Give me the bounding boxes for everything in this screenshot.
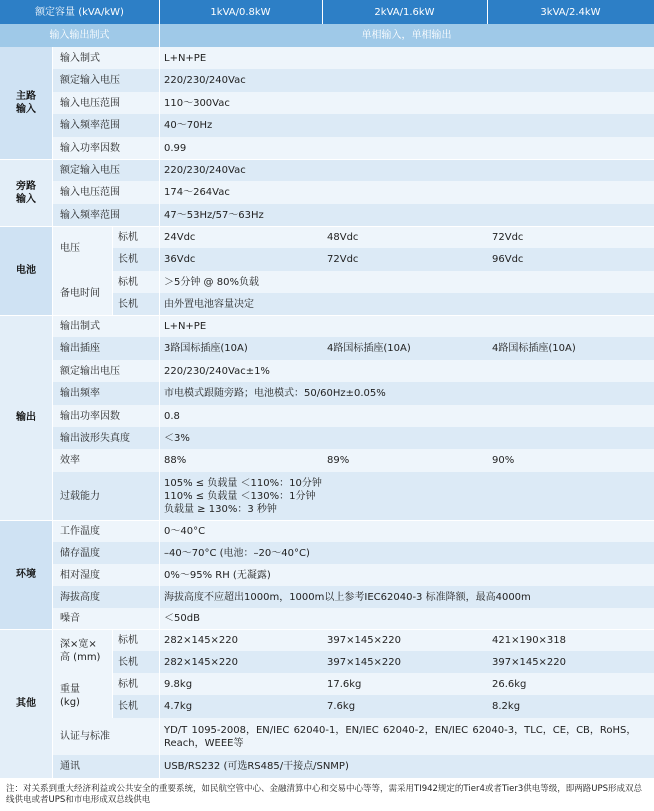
output-efficiency-3k: 90%	[487, 449, 654, 472]
output-sockets-1k: 3路国标插座(10A)	[159, 337, 322, 360]
dimensions-long-1k: 282×145×220	[159, 651, 322, 673]
certification-label: 认证与标准	[52, 718, 159, 755]
dimensions-standard-1k: 282×145×220	[159, 629, 322, 651]
dimensions-standard-label: 标机	[112, 629, 159, 651]
output-power-factor-value: 0.8	[159, 405, 654, 427]
group-other: 其他	[0, 629, 52, 778]
battery-voltage-standard-3k: 72Vdc	[487, 226, 654, 248]
battery-voltage-long-3k: 96Vdc	[487, 248, 654, 271]
output-sockets-2k: 4路国标插座(10A)	[322, 337, 487, 360]
battery-voltage-standard-label: 标机	[112, 226, 159, 248]
weight-long-1k: 4.7kg	[159, 695, 322, 718]
battery-backup-standard-label: 标机	[112, 271, 159, 293]
battery-backup-label: 备电时间	[52, 271, 112, 315]
dimensions-long-label: 长机	[112, 651, 159, 673]
battery-voltage-long-label: 长机	[112, 248, 159, 271]
env-altitude-value: 海拔高度不应超出1000m，1000m以上参考IEC62040-3 标准降额，最高4000m	[159, 586, 654, 608]
main-rated-voltage-value: 220/230/240Vac	[159, 69, 654, 92]
group-main-input: 主路 输入	[0, 47, 52, 159]
env-storage-temp-value: –40～70°C (电池：–20～40°C)	[159, 542, 654, 564]
weight-standard-1k: 9.8kg	[159, 673, 322, 695]
output-efficiency-1k: 88%	[159, 449, 322, 472]
bypass-voltage-range-value: 174～264Vac	[159, 181, 654, 204]
env-operating-temp-label: 工作温度	[52, 520, 159, 542]
output-overload-label: 过载能力	[52, 472, 159, 520]
battery-voltage-long-2k: 72Vdc	[322, 248, 487, 271]
output-thd-label: 输出波形失真度	[52, 427, 159, 449]
main-rated-voltage-label: 额定输入电压	[52, 69, 159, 92]
group-environment: 环境	[0, 520, 52, 629]
env-altitude-label: 海拔高度	[52, 586, 159, 608]
overload-line-1: 105% ≤ 负载量 ＜110%：10分钟	[164, 477, 322, 489]
group-bypass-input: 旁路 输入	[0, 159, 52, 226]
certification-value: YD/T 1095-2008，EN/IEC 62040-1，EN/IEC 62040-2，EN/IEC 62040-3，TLC，CE，CB，RoHS，Reach，WEEE等	[159, 718, 654, 755]
env-noise-value: ＜50dB	[159, 608, 654, 629]
capacity-header: 额定容量 (kVA/kW)	[0, 0, 159, 24]
battery-backup-long-value: 由外置电池容量决定	[159, 293, 654, 315]
main-input-system-label: 输入制式	[52, 47, 159, 69]
weight-long-2k: 7.6kg	[322, 695, 487, 718]
battery-voltage-standard-1k: 24Vdc	[159, 226, 322, 248]
bypass-rated-voltage-value: 220/230/240Vac	[159, 159, 654, 181]
model-2k-header: 2kVA/1.6kW	[322, 0, 487, 24]
footnote: 注：对关系到重大经济利益或公共安全的重要系统，如民航空管中心、金融清算中心和交易中心等等，需采用TI942规定的Tier4或者Tier3供电等级，即两路UPS形成双总线供电或者UPS和市电形成双总线供电	[6, 784, 643, 805]
io-system-label: 输入输出制式	[0, 24, 159, 47]
battery-voltage-standard-2k: 48Vdc	[322, 226, 487, 248]
bypass-rated-voltage-label: 额定输入电压	[52, 159, 159, 181]
weight-long-3k: 8.2kg	[487, 695, 654, 718]
output-overload-values	[159, 472, 654, 520]
output-efficiency-label: 效率	[52, 449, 159, 472]
weight-standard-2k: 17.6kg	[322, 673, 487, 695]
bypass-voltage-range-label: 输入电压范围	[52, 181, 159, 204]
group-battery: 电池	[0, 226, 52, 315]
battery-voltage-label: 电压	[52, 226, 112, 271]
output-efficiency-2k: 89%	[322, 449, 487, 472]
env-noise-label: 噪音	[52, 608, 159, 629]
output-sockets-label: 输出插座	[52, 337, 159, 360]
dimensions-standard-3k: 421×190×318	[487, 629, 654, 651]
weight-long-label: 长机	[112, 695, 159, 718]
output-system-value: L+N+PE	[159, 315, 654, 337]
output-thd-value: ＜3%	[159, 427, 654, 449]
model-1k-header: 1kVA/0.8kW	[159, 0, 322, 24]
bypass-frequency-range-value: 47～53Hz/57～63Hz	[159, 204, 654, 226]
main-input-system-value: L+N+PE	[159, 47, 654, 69]
output-system-label: 输出制式	[52, 315, 159, 337]
output-sockets-3k: 4路国标插座(10A)	[487, 337, 654, 360]
output-frequency-label: 输出频率	[52, 382, 159, 405]
env-operating-temp-value: 0～40°C	[159, 520, 654, 542]
weight-standard-3k: 26.6kg	[487, 673, 654, 695]
main-power-factor-label: 输入功率因数	[52, 137, 159, 159]
dimensions-standard-2k: 397×145×220	[322, 629, 487, 651]
model-3k-header: 3kVA/2.4kW	[487, 0, 654, 24]
battery-backup-standard-value: ＞5分钟 @ 80%负载	[159, 271, 654, 293]
output-power-factor-label: 输出功率因数	[52, 405, 159, 427]
env-humidity-label: 相对湿度	[52, 564, 159, 586]
bypass-frequency-range-label: 输入频率范围	[52, 204, 159, 226]
battery-voltage-long-1k: 36Vdc	[159, 248, 322, 271]
dimensions-long-3k: 397×145×220	[487, 651, 654, 673]
overload-line-3: 负载量 ≥ 130%：3 秒钟	[164, 503, 277, 515]
env-storage-temp-label: 储存温度	[52, 542, 159, 564]
output-rated-voltage-value: 220/230/240Vac±1%	[159, 360, 654, 382]
battery-backup-long-label: 长机	[112, 293, 159, 315]
weight-standard-label: 标机	[112, 673, 159, 695]
main-voltage-range-label: 输入电压范围	[52, 92, 159, 114]
weight-label: 重量 (kg)	[52, 673, 112, 718]
overload-line-2: 110% ≤ 负载量 ＜130%：1分钟	[164, 490, 316, 502]
main-frequency-range-label: 输入频率范围	[52, 114, 159, 137]
env-humidity-value: 0%～95% RH (无凝露)	[159, 564, 654, 586]
main-voltage-range-value: 110～300Vac	[159, 92, 654, 114]
communication-value: USB/RS232 (可选RS485/干接点/SNMP)	[159, 755, 654, 778]
dimensions-long-2k: 397×145×220	[322, 651, 487, 673]
main-frequency-range-value: 40～70Hz	[159, 114, 654, 137]
dimensions-label: 深×宽× 高 (mm)	[52, 629, 112, 673]
main-power-factor-value: 0.99	[159, 137, 654, 159]
io-system-value: 单相输入，单相输出	[159, 24, 654, 47]
output-frequency-value: 市电模式跟随旁路；电池模式：50/60Hz±0.05%	[159, 382, 654, 405]
output-rated-voltage-label: 额定输出电压	[52, 360, 159, 382]
communication-label: 通讯	[52, 755, 159, 778]
group-output: 输出	[0, 315, 52, 520]
